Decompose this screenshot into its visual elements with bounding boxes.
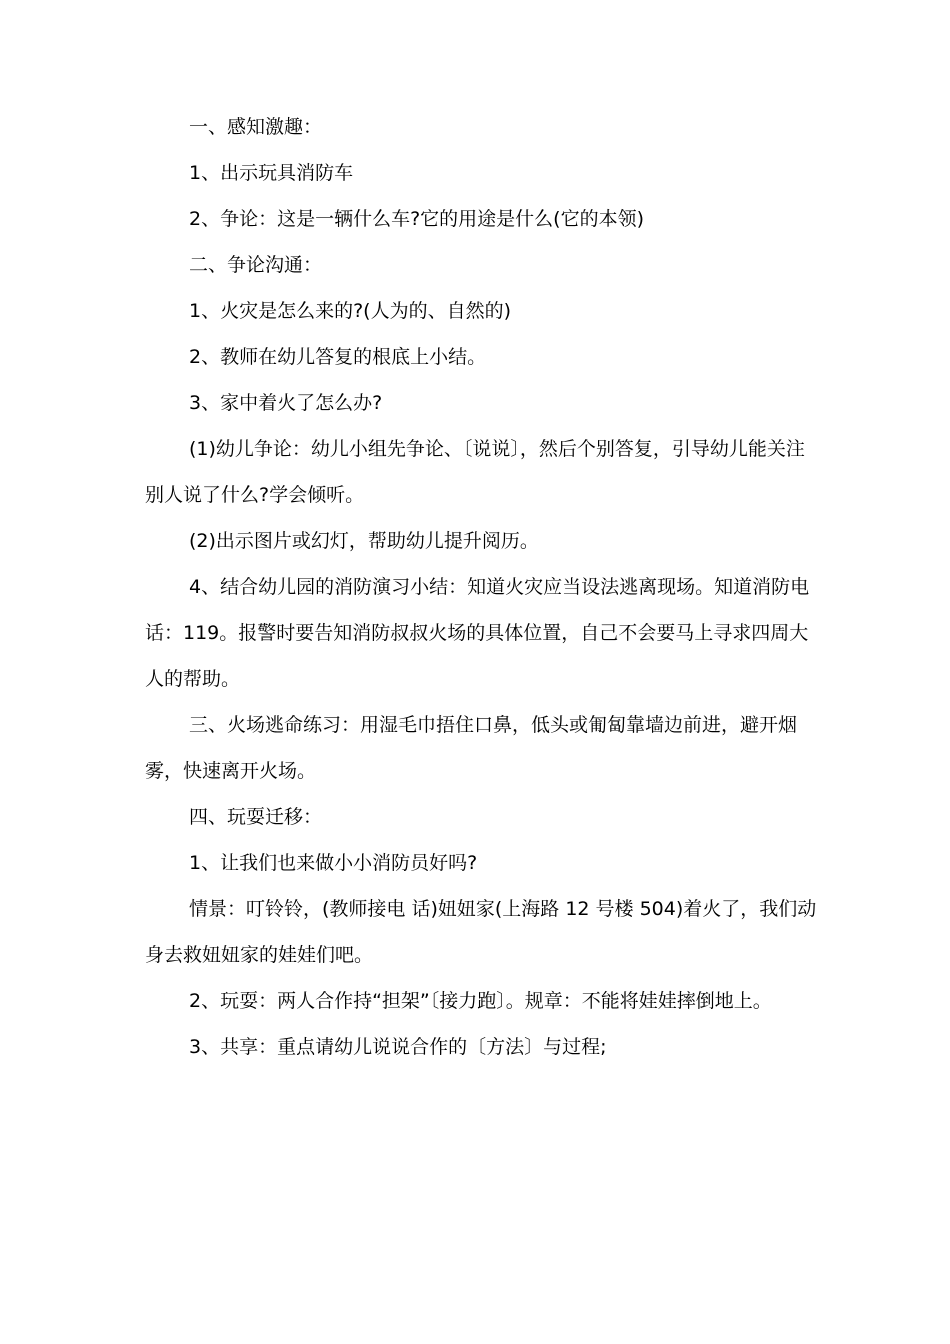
paragraph: 3、家中着火了怎么办? [189, 392, 383, 414]
heading-escape-practice: 三、火场逃命练习：用湿毛巾捂住口鼻，低头或匍匐靠墙边前进，避开烟雾，快速离开火场。 [145, 714, 798, 782]
paragraph: 2、教师在幼儿答复的根底上小结。 [189, 346, 487, 368]
paragraph: 1、火灾是怎么来的?(人为的、自然的) [189, 300, 511, 322]
paragraph: (2)出示图片或幻灯，帮助幼儿提升阅历。 [189, 530, 539, 552]
paragraph: 1、让我们也来做小小消防员好吗? [189, 852, 478, 874]
heading-perception: 一、感知激趣： [189, 116, 323, 138]
paragraph: 2、玩耍：两人合作持“担架”〔接力跑〕。规章：不能将娃娃摔倒地上。 [189, 990, 772, 1012]
heading-discussion: 二、争论沟通： [189, 254, 323, 276]
paragraph: (1)幼儿争论：幼儿小组先争论、〔说说〕，然后个别答复，引导幼儿能关注别人说了什么?学会倾听。 [145, 438, 805, 506]
heading-play-transfer: 四、玩耍迁移： [189, 806, 323, 828]
document-body [145, 104, 817, 1070]
paragraph: 1、出示玩具消防车 [189, 162, 354, 184]
paragraph: 情景：叮铃铃，(教师接电 话)妞妞家(上海路 12 号楼 504)着火了，我们动身去救妞妞家的娃娃们吧。 [145, 898, 817, 966]
paragraph: 3、共享：重点请幼儿说说合作的〔方法〕与过程; [189, 1036, 607, 1058]
paragraph: 4、结合幼儿园的消防演习小结：知道火灾应当设法逃离现场。知道消防电 话：119。报警时要告知消防叔叔火场的具体位置，自己不会要马上寻求四周大人的帮助。 [145, 576, 810, 690]
paragraph: 2、争论：这是一辆什么车?它的用途是什么(它的本领) [189, 208, 644, 230]
